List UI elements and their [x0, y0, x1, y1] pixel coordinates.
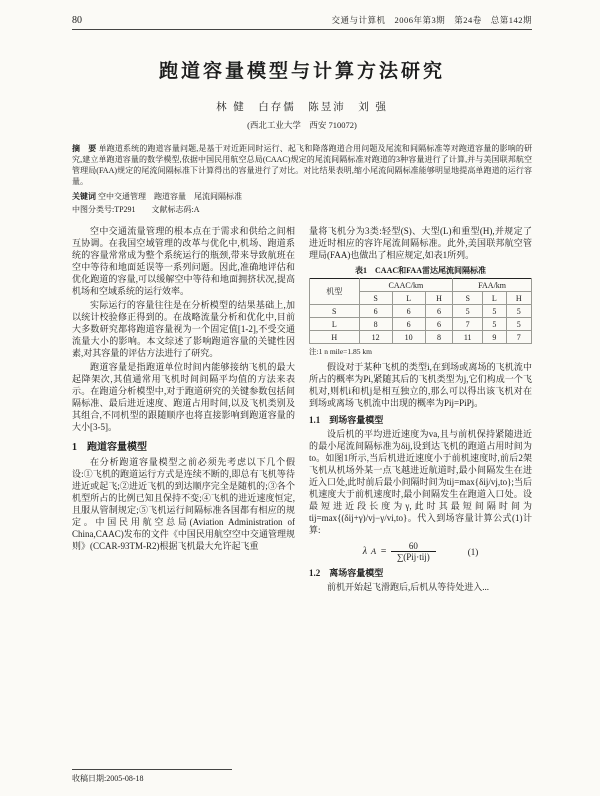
formula-fraction: [391, 541, 436, 562]
page-number: 80: [72, 15, 82, 26]
cell: 8: [359, 318, 392, 331]
table-row: [310, 318, 532, 331]
formula-number: (1): [467, 546, 479, 557]
table-corner-cell: 机型: [310, 279, 360, 305]
table-subhead: H: [425, 292, 452, 305]
wake-separation-table: [309, 278, 532, 344]
table-note: 注:1 n mile=1.85 km: [309, 347, 372, 356]
table-row: [310, 331, 532, 344]
cell: 5: [483, 305, 506, 318]
authors-line: 林 健 白存儒 陈昱沛 刘 强: [216, 102, 388, 113]
row-label: H: [310, 331, 360, 344]
affiliation-line: (西北工业大学 西安 710072): [247, 120, 357, 130]
row-label: S: [310, 305, 360, 318]
table-caption: 表1 CAAC和FAA雷达尾流间隔标准: [355, 266, 486, 275]
cell: 7: [506, 331, 531, 344]
table-row: [310, 305, 532, 318]
section-heading-1-2: 1.2 离场容量模型: [309, 568, 384, 578]
cell: 5: [506, 318, 531, 331]
cell: 6: [359, 305, 392, 318]
formula-equals: =: [380, 546, 387, 557]
page-header: [72, 14, 532, 30]
cell: 6: [425, 305, 452, 318]
abstract-label: 摘 要: [72, 144, 97, 153]
formula-denominator: ∑(Pij·tij): [391, 551, 436, 562]
keywords-text: 空中交通管理 跑道容量 尾流间隔标准: [98, 192, 242, 201]
table-subhead: L: [483, 292, 506, 305]
table-subhead: H: [506, 292, 531, 305]
cell: 8: [425, 331, 452, 344]
article-title: 跑道容量模型与计算方法研究: [158, 61, 445, 82]
table-subhead: S: [359, 292, 392, 305]
keywords-label: 关键词: [72, 192, 96, 201]
paragraph: 空中交通流量管理的根本点在于需求和供给之间相互协调。在我国空域管理的改革与优化中,机场、跑道系统的容量常常成为整个系统运行的瓶颈,带来导致航班在空中等待和地面延误等一系列问题。因此,准确地评估和优化跑道的容量,可以缓解空中等待和地面拥挤状况,提高机场和空域系统的运行效率。: [72, 226, 295, 296]
arrival-capacity-formula: [309, 541, 532, 562]
column-right: [309, 225, 532, 595]
paragraph: 假设对于某种飞机的类型i,在到场或离场的飞机流中所占的概率为Pi,紧随其后的飞机类型为j,它们构成一个飞机对,则机i和机j是相互独立的,那么可以得出该飞机对在到场或离场飞机流中出现的概率为Pij=PiPj。: [309, 362, 532, 408]
paragraph: 实际运行的容量往往是在分析模型的结果基础上,加以统计校验修正得到的。在战略流量分析和优化中,目前大多数研究都将跑道容量视为一个固定值[1-2],不受交通流量大小的影响。本文综述了影响跑道容量的关键性因素,对其容量的评估方法进行了研究。: [72, 300, 295, 358]
paragraph: 跑道容量是指跑道单位时间内能够接纳飞机的最大起降架次,其值通常用飞机时间间隔平均值的方法来表示。在跑道分析模型中,对于跑道研究的关键参数包括间隔标准、最后进近速度、跑道占用时间,以及飞机类别及其组合,不同机型的跟随顺序也将直接影响到跑道容量的大小[3-5]。: [72, 362, 295, 432]
cell: 10: [392, 331, 425, 344]
cell: 5: [506, 305, 531, 318]
column-left: [72, 225, 295, 595]
cell: 6: [425, 318, 452, 331]
cell: 5: [483, 318, 506, 331]
formula-numerator: 60: [408, 541, 418, 551]
received-date: 收稿日期:2005-08-18: [72, 769, 232, 784]
clc-line: 中图分类号:TP291 文献标志码:A: [72, 205, 200, 214]
paragraph: 设后机的平均进近速度为va,且与前机保持紧随进近的最小尾流间隔标准为δij,设到达飞机的跑道占用时间为to。如图1所示,当后机进近速度小于前机速度时,前后2架飞机从机场外某一点飞越进近航道时,最小间隔发生在进近入口处,此时前后最小间隔时间为tij=max{δij/vj,to};当后机速度大于前机速度时,最小间隔发生在跑道入口处。设最短进近段长度为γ,此时其最短间隔时间为tij=max{(δij+γ)/vj−γ/vi,to}。代入到场容量计算公式(1)计算:: [309, 429, 532, 535]
journal-header: 交通与计算机 2006年第3期 第24卷 总第142期: [331, 15, 532, 25]
section-heading-1-1: 1.1 到场容量模型: [309, 415, 384, 425]
keywords-line: [72, 191, 532, 202]
cell: 7: [453, 318, 483, 331]
table-subhead: S: [453, 292, 483, 305]
formula-subscript: A: [371, 547, 377, 556]
table-group-caac: CAAC/km: [359, 279, 453, 292]
cell: 6: [392, 318, 425, 331]
cell: 9: [483, 331, 506, 344]
abstract-text: 单跑道系统的跑道容量问题,是基于对近距同时运行、起飞和降落跑道合用问题及尾流和间隔标准等对跑道容量的影响的研究,建立单跑道容量的数学模型,依据中国民用航空总局(CAAC)规定的尾流间隔标准对跑道的3种容量进行了计算,并与美国联邦航空管理局(FAA)规定的尾流间隔标准下计算得出的容量进行了对比。对比结果表明,缩小尾流间隔标准能够明显地提高单跑道的运行容量。: [72, 144, 532, 186]
paragraph: 前机开始起飞滑跑后,后机从等待处进入...: [327, 582, 490, 592]
table-group-faa: FAA/km: [453, 279, 532, 292]
formula-symbol: λ: [362, 546, 368, 557]
abstract-block: [72, 143, 532, 187]
cell: 12: [359, 331, 392, 344]
section-heading-1: 1 跑道容量模型: [72, 442, 147, 453]
cell: 11: [453, 331, 483, 344]
paragraph: 量将飞机分为3类:轻型(S)、大型(L)和重型(H),并规定了进近时相应的容许尾流间隔标准。此外,美国联邦航空管理局(FAA)也做出了相应规定,如表1所列。: [309, 226, 532, 260]
paragraph: 在分析跑道容量模型之前必须先考虑以下几个假设:①飞机的跑道运行方式是连续不断的,即总有飞机等待进近或起飞;②进近飞机的到达顺序完全是随机的;③各个机型所占的比例已知且保持不变;④飞机的进近速度恒定,且服从管制规定;⑤飞机运行间隔标准各国都有相应的规定。中国民用航空总局(Aviation Administration of China,CAAC)发布的文件《中国民用航空空中交通管理规则》(CCAR-93TM-R2)根据飞机最大允许起飞重: [72, 457, 295, 551]
row-label: L: [310, 318, 360, 331]
cell: 5: [453, 305, 483, 318]
cell: 6: [392, 305, 425, 318]
table-subhead: L: [392, 292, 425, 305]
